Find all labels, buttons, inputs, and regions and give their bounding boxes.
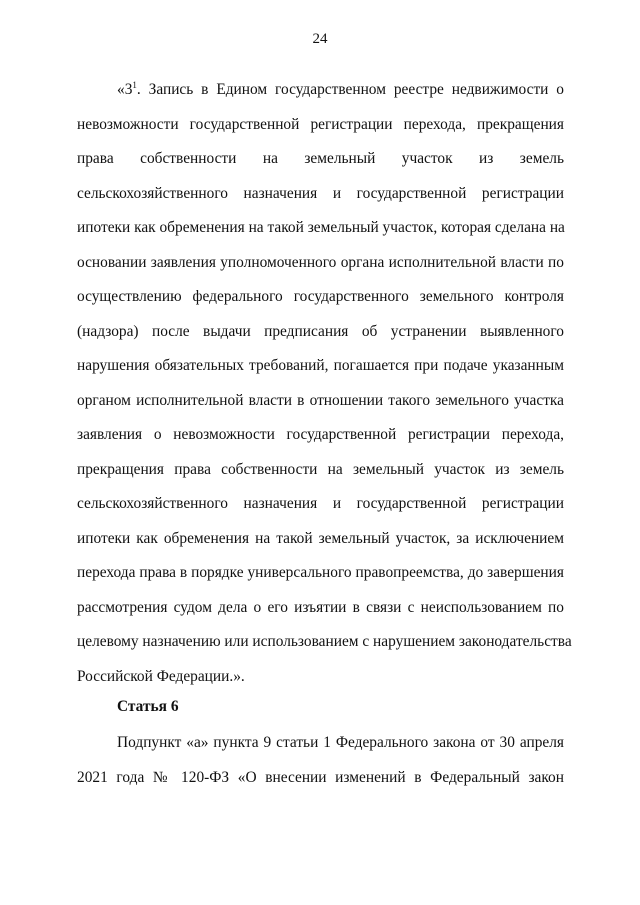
text-line: ипотеки как обременения на такой земельный участок, которая сделана на — [77, 219, 565, 236]
text-line: Российской Федерации.». — [77, 667, 245, 685]
text-line: права собственности на земельный участок из земель — [77, 150, 564, 167]
text-line: перехода права в порядке универсального правопреемства, до завершения — [77, 564, 564, 581]
text-line: нарушения обязательных требований, погашается при подаче указанным — [77, 357, 564, 374]
line-text: . Запись в Едином государственном реестре недвижимости о — [136, 81, 564, 98]
text-line: прекращения права собственности на земельный участок из земель — [77, 460, 564, 478]
text-line: ипотеки как обременения на такой земельный участок, за исключением — [77, 529, 564, 547]
text-line: осуществлению федерального государственного земельного контроля — [77, 288, 564, 305]
text-line — [77, 73, 564, 108]
text-line: невозможности государственной регистрации перехода, прекращения — [77, 115, 564, 133]
lead-marker: «3 — [117, 81, 133, 98]
paragraph-amendment-text — [77, 73, 572, 694]
text-line: рассмотрения судом дела о его изъятии в связи с неиспользованием по — [77, 598, 564, 616]
text-line: сельскохозяйственного назначения и государственной регистрации — [77, 495, 564, 512]
lead-superscript: 1 — [132, 80, 137, 90]
article-heading: Статья 6 — [117, 698, 179, 715]
text-line: целевому назначению или использованием с нарушением законодательства — [77, 633, 572, 650]
text-line: органом исполнительной власти в отношении такого земельного участка — [77, 391, 564, 409]
page-number: 24 — [312, 31, 328, 47]
text-line: Подпункт «а» пункта 9 статьи 1 Федерального закона от 30 апреля — [117, 734, 564, 751]
text-line: 2021 года № 120-ФЗ «О внесении изменений в Федеральный закон — [77, 768, 564, 786]
text-line: заявления о невозможности государственной регистрации перехода, — [77, 426, 564, 443]
text-line: основании заявления уполномоченного органа исполнительной власти по — [77, 253, 564, 271]
text-line: (надзора) после выдачи предписания об устранении выявленного — [77, 322, 564, 340]
text-line: сельскохозяйственного назначения и государственной регистрации — [77, 184, 564, 202]
paragraph-article-6 — [77, 726, 564, 795]
